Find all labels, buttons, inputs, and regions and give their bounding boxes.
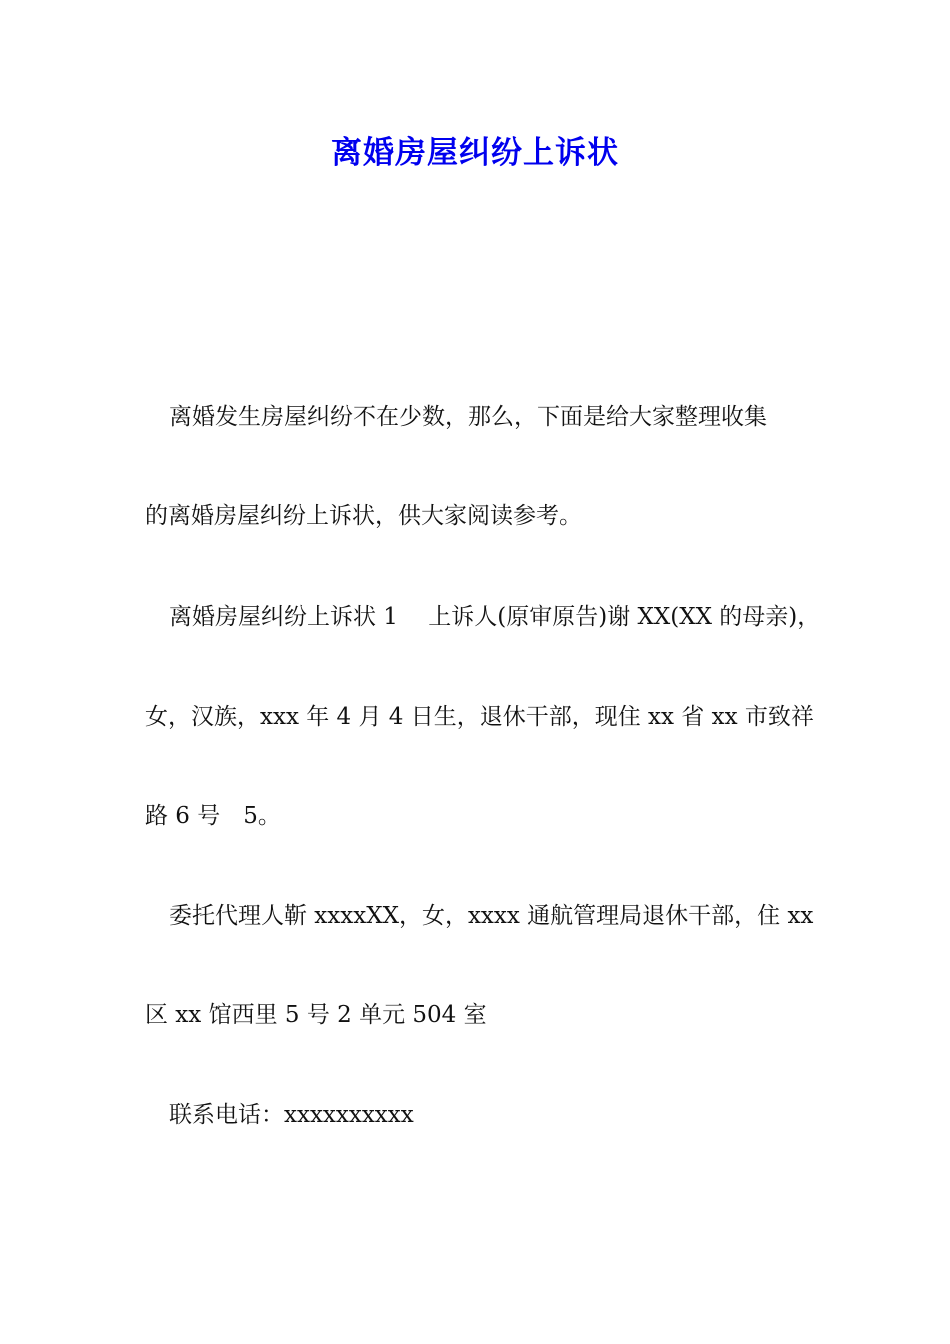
paragraph-agent-line-2: 区 xx 馆西里 5 号 2 单元 504 室 xyxy=(145,1002,487,1028)
paragraph-intro-line-1: 离婚发生房屋纠纷不在少数，那么，下面是给大家整理收集 xyxy=(169,404,767,430)
document-title: 离婚房屋纠纷上诉状 xyxy=(331,135,619,171)
paragraph-phone: 联系电话：xxxxxxxxxx xyxy=(169,1102,414,1128)
paragraph-intro-line-2: 的离婚房屋纠纷上诉状，供大家阅读参考。 xyxy=(145,503,582,529)
paragraph-appellant-line-1: 离婚房屋纠纷上诉状 1 上诉人(原审原告)谢 XX(XX 的母亲)， xyxy=(169,604,821,630)
paragraph-appellant-line-3: 路 6 号 5。 xyxy=(145,803,281,829)
paragraph-agent-line-1: 委托代理人靳 xxxxXX，女，xxxx 通航管理局退休干部，住 xx xyxy=(169,903,814,929)
paragraph-appellant-line-2: 女，汉族，xxx 年 4 月 4 日生，退休干部，现住 xx 省 xx 市致祥 xyxy=(145,704,814,730)
